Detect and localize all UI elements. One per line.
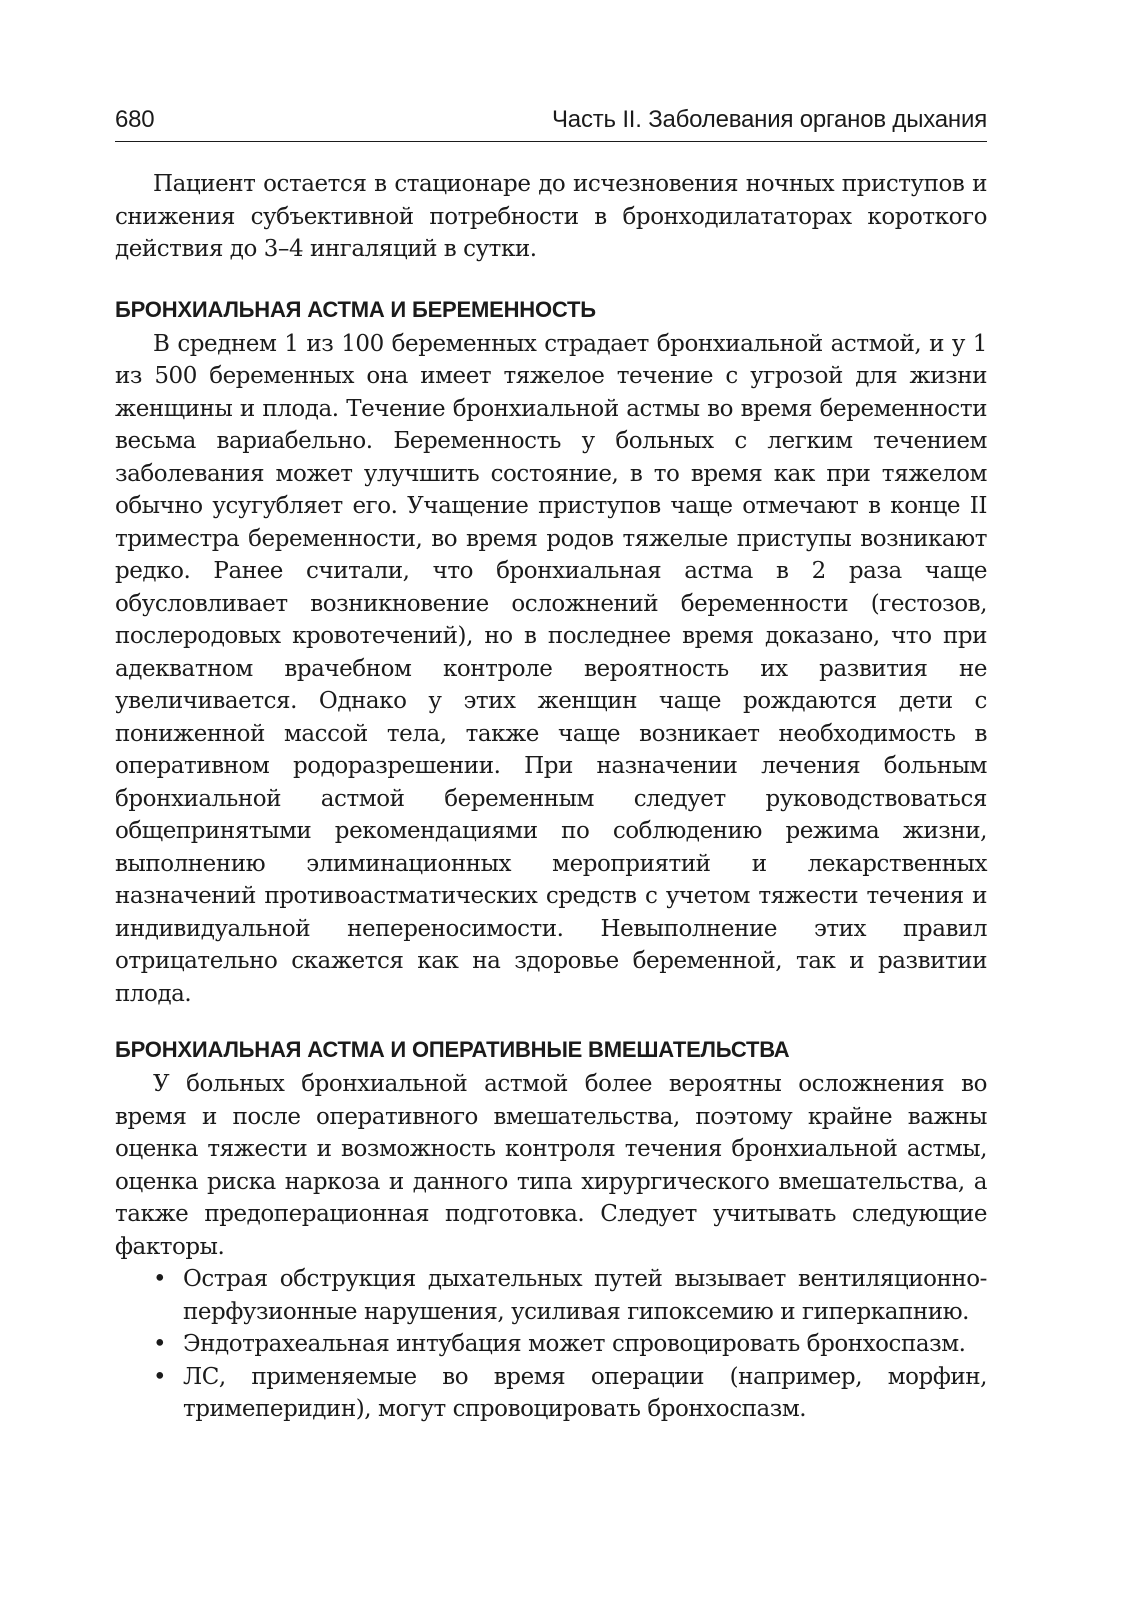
list-item [115,1361,987,1426]
surgery-paragraph: У больных бронхиальной астмой более вероятны осложнения во время и после оперативного вмешательства, поэтому крайне важны оценка тяжести и возможность контроля течения бронхиальной астмы, оценка риска наркоза и данного типа хирургического вмешательства, а также предоперационная подготовка. Следует учитывать следующие факторы. [115,1071,987,1260]
bullet-icon: • [153,1266,167,1292]
bullet-icon: • [153,1363,167,1390]
list-item [115,1263,987,1328]
section-heading-surgery: БРОНХИАЛЬНАЯ АСТМА И ОПЕРАТИВНЫЕ ВМЕШАТЕЛЬСТВА [115,1037,790,1062]
list-item-text: Эндотрахеальная интубация может спровоцировать бронхоспазм. [183,1331,966,1357]
intro-paragraph: Пациент остается в стационаре до исчезновения ночных приступов и снижения субъективной потребности в бронходилататорах короткого действия до 3–4 ингаляций в сутки. [115,171,987,262]
bullet-icon: • [153,1331,167,1357]
page-number: 680 [115,106,155,133]
risk-factors-list [115,1263,987,1426]
list-item-text: Острая обструкция дыхательных путей вызывает вентиляционно-перфузионные нарушения, усиливая гипоксемию и гиперкапнию. [183,1266,987,1325]
pregnancy-paragraph: В среднем 1 из 100 беременных страдает бронхиальной астмой, и у 1 из 500 беременных она имеет тяжелое течение с угрозой для жизни женщины и плода. Течение бронхиальной астмы во время беременности весьма вариабельно. Беременность у больных с легким течением заболевания может улучшить состояние, в то время как при тяжелом обычно усугубляет его. Учащение приступов чаще отмечают в конце II триместра беременности, во время родов тяжелые приступы возникают редко. Ранее считали, что бронхиальная астма в 2 раза чаще обусловливает возникновение осложнений беременности (гестозов, послеродовых кровотечений), но в последнее время доказано, что при адекватном врачебном контроле вероятность их развития не увеличивается. Однако у этих женщин чаще рождаются дети с пониженной массой тела, также чаще возникает необходимость в оперативном родоразрешении. При назначении лечения больным бронхиальной астмой беременным следует руководствоваться общепринятыми рекомендациями по соблюдению режима жизни, выполнению элиминационных мероприятий и лекарственных назначений противоастматических средств с учетом тяжести течения и индивидуальной непереносимости. Невыполнение этих правил отрицательно скажется как на здоровье беременной, так и развитии плода. [115,330,987,1007]
list-item [115,1328,987,1361]
running-title: Часть II. Заболевания органов дыхания [552,106,987,133]
book-page [115,105,987,1426]
list-item-text: ЛС, применяемые во время операции (например, морфин, тримеперидин), могут спровоцировать бронхоспазм. [183,1363,987,1422]
section-heading-pregnancy: БРОНХИАЛЬНАЯ АСТМА И БЕРЕМЕННОСТЬ [115,296,596,322]
running-header [115,105,987,142]
